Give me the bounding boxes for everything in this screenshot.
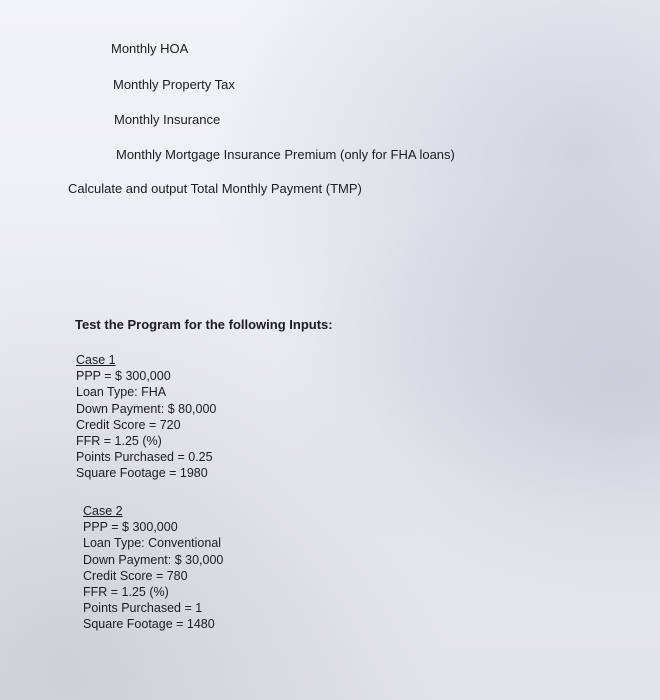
case-1-down-payment: Down Payment: $ 80,000 xyxy=(76,401,217,416)
fee-item-property-tax: Monthly Property Tax xyxy=(113,77,235,92)
case-2-title: Case 2 xyxy=(83,504,123,518)
case-1-ffr: FFR = 1.25 (%) xyxy=(76,434,162,449)
fee-item-hoa: Monthly HOA xyxy=(111,41,189,56)
case-1 xyxy=(76,352,216,482)
case-2-ffr: FFR = 1.25 (%) xyxy=(83,585,169,600)
case-1-title: Case 1 xyxy=(76,353,116,367)
fee-item-insurance: Monthly Insurance xyxy=(114,112,221,127)
case-1-points-purchased: Points Purchased = 0.25 xyxy=(76,450,213,465)
case-2-loan-type: Loan Type: Conventional xyxy=(83,536,222,551)
calc-instruction: Calculate and output Total Monthly Payment (TMP) xyxy=(68,181,362,196)
case-2-points-purchased: Points Purchased = 1 xyxy=(83,601,203,616)
case-2-square-footage: Square Footage = 1480 xyxy=(83,617,215,632)
test-heading: Test the Program for the following Inputs: xyxy=(75,317,333,332)
case-1-square-footage: Square Footage = 1980 xyxy=(76,466,208,481)
case-2-ppp: PPP = $ 300,000 xyxy=(83,520,178,535)
case-2-credit-score: Credit Score = 780 xyxy=(83,568,188,583)
case-1-ppp: PPP = $ 300,000 xyxy=(76,369,171,384)
case-2-down-payment: Down Payment: $ 30,000 xyxy=(83,552,224,567)
fee-item-mortgage-insurance: Monthly Mortgage Insurance Premium (only for FHA loans) xyxy=(116,147,455,162)
case-2 xyxy=(83,503,223,633)
case-1-credit-score: Credit Score = 720 xyxy=(76,417,181,432)
case-1-loan-type: Loan Type: FHA xyxy=(76,385,167,400)
